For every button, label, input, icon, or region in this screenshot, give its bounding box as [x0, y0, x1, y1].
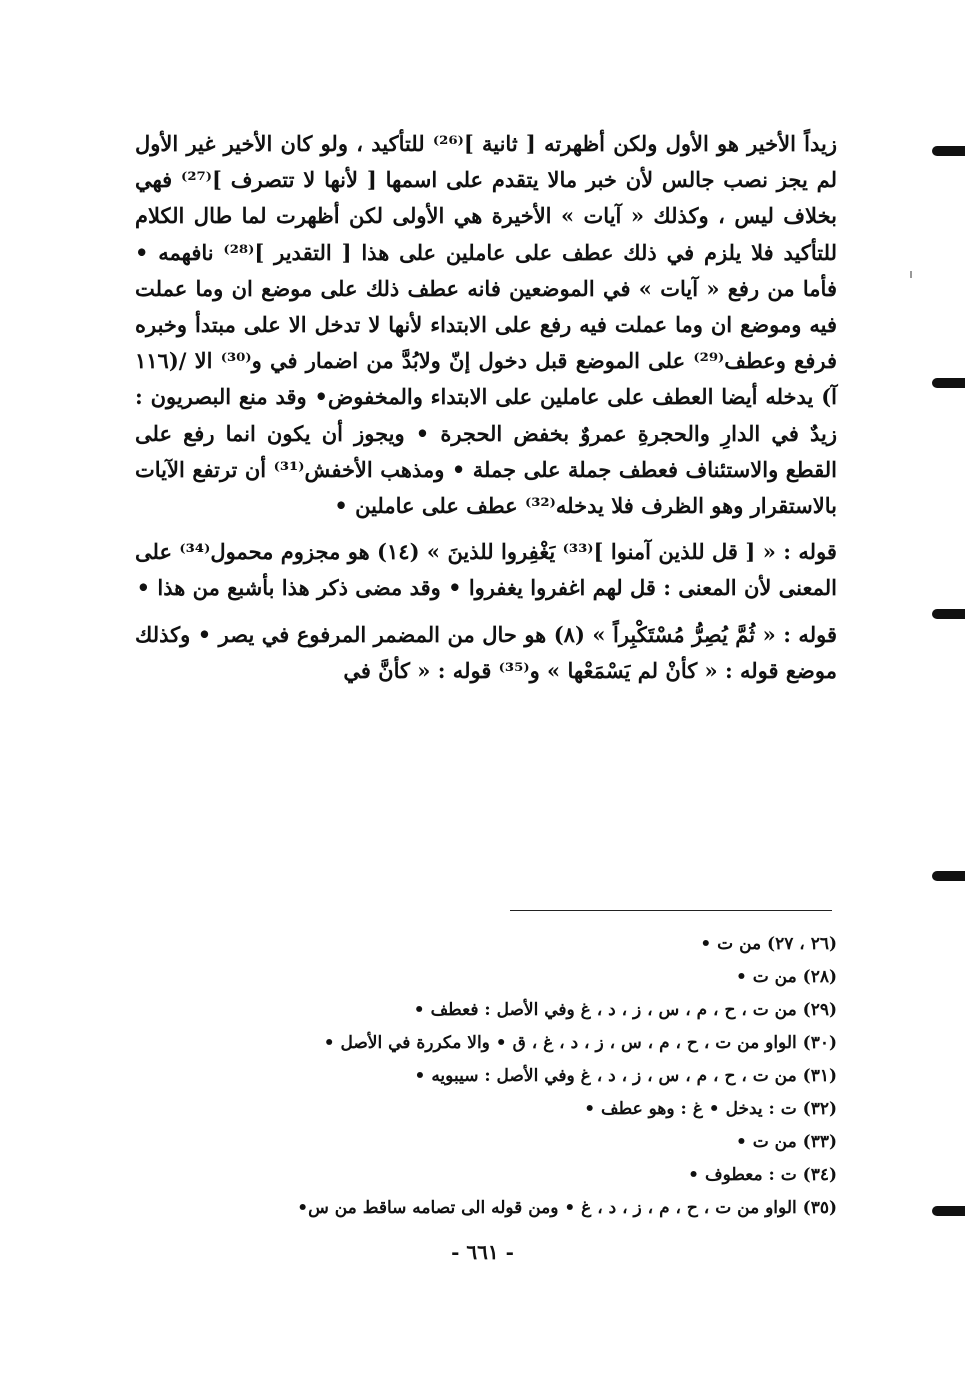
footnote-33: (٣٣) من ت •: [735, 1132, 837, 1152]
paragraph-3: قوله : « ثُمَّ يُصِرُّ مُسْتَكْبِراً » (٨) هو حال من المضمر المرفوع في يصر • وكذلك موضع قوله : « كأنْ لم يَسْمَعْها » و⁽³⁵⁾ قوله : « كأنَّ في: [135, 621, 837, 683]
footnote-28: (٢٨) من ت •: [735, 967, 837, 987]
paragraph-1: زيداً الأخير هو الأول ولكن أظهرته [ ثانية ]⁽²⁶⁾ للتأكيد ، ولو كان الأخير غير الأول لم يجز نصب جالس لأن خبر مالا يتقدم على اسمها [ لأنها لا تتصرف ]⁽²⁷⁾ فهي بخلاف ليس ، وكذلك « آيات » الأخيرة هي الأولى لكن أظهرت لما طال الكلام للتأكيد فلا يلزم في ذلك عطف على عاملين على هذا [ التقدير ]⁽²⁸⁾ نافهمه • فأما من رفع « آيات » في الموضعين فانه عطف ذلك على موضع ان وما عملت فيه وموضع ان وما عملت فيه رفع على الابتداء لأنها لا تدخل الا على مبتدأ وخبره فرفع وعطف⁽²⁹⁾ على الموضع قبل دخول إنّ ولابُدَّ من اضمار في و⁽³⁰⁾ الا /(١١٦ آ) يدخله أيضا العطف على عاملين على الابتداء والمخفوض• وقد منع البصريون : زيدٌ في الدارِ والحجرةِ عمروٌ بخفض الحجرة • ويجوز أن يكون انما رفع على القطع والاستئناف فعطف جملة على جملة • ومذهب الأخفش⁽³¹⁾ أن ترتفع الآيات بالاستقرار وهو الظرف فلا يدخله⁽³²⁾ عطف على عاملين •: [135, 131, 838, 519]
paragraph-2: قوله : « [ قل للذين آمنوا ]⁽³³⁾ يَغْفِروا للذينَ » (١٤) هو مجزوم محمول⁽³⁴⁾ على المعنى لأن المعنى : قل لهم اغفروا يغفروا • وقد مضى ذكر هذا بأشبع من هذا •: [135, 539, 837, 601]
footnote-30: (٣٠) الواو من ت ، ح ، م ، س ، ز ، د ، غ ، ق • والا مكررة في الأصل •: [323, 1033, 837, 1053]
page-number: - ٦٦١ -: [451, 1240, 514, 1264]
main-text: [135, 126, 837, 689]
footnote-29: (٢٩) من ت ، ح ، م ، س ، ز ، د ، غ وفي الأصل : فعطف •: [413, 1000, 837, 1020]
edge-mark: [932, 146, 965, 156]
edge-mark: [932, 871, 965, 881]
footnote-31: (٣١) من ت ، ح ، م ، س ، ز ، د ، غ وفي الأصل : سيبويه •: [414, 1066, 837, 1086]
edge-mark: [932, 609, 965, 619]
footnote-26-27: (٢٦ ، ٢٧) من ت •: [700, 934, 837, 954]
edge-mark: [932, 378, 965, 388]
footnote-divider: [510, 910, 832, 911]
footnote-32: (٣٢) ت : يدخل • غ : وهو عطف •: [584, 1099, 837, 1119]
edge-mark: [932, 1206, 965, 1216]
scan-speck: [910, 271, 912, 278]
footnote-34: (٣٤) ت : معطوف •: [688, 1165, 837, 1185]
footnote-35: (٣٥) الواو من ت ، ح ، م ، ز ، د ، غ • ومن قوله الى تصامه ساقط من س•: [297, 1198, 837, 1218]
footnotes: [140, 928, 837, 1225]
